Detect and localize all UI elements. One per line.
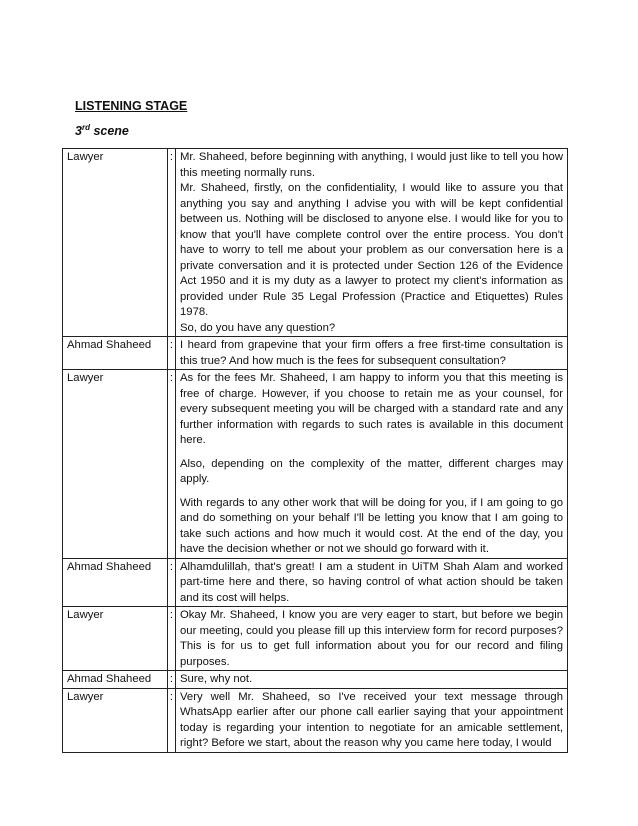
speech-paragraph: Okay Mr. Shaheed, I know you are very eager to start, but before we begin our meeting, could you please fill up this interview form for record purposes? This is for us to get full information about you for our record and filing purposes. bbox=[180, 609, 563, 668]
dialogue-table bbox=[62, 148, 568, 753]
speech-text bbox=[176, 558, 568, 607]
speaker-name: Lawyer bbox=[63, 607, 168, 671]
separator-colon: : bbox=[168, 607, 176, 671]
dialogue-row bbox=[63, 337, 568, 370]
speech-paragraph: Mr. Shaheed, firstly, on the confidentiality, I would like to assure you that anything you say and anything I advise you with will be kept confidential between us. Nothing will be disclosed to anyone else. I would like for you to know that you'll have complete control over the entire process. You don't have to worry to tell me about your problem as our conversation here is a private conversation and it is protected under Section 126 of the Evidence Act 1950 and it is my duty as a lawyer to protect my client's information as provided under Rule 35 Legal Profession (Practice and Etiquettes) Rules 1978. bbox=[180, 182, 563, 318]
speech-paragraph: Also, depending on the complexity of the matter, different charges may apply. bbox=[180, 457, 563, 485]
speech-paragraph: Sure, why not. bbox=[180, 673, 253, 685]
scene-ordinal-suffix: rd bbox=[81, 122, 90, 132]
separator-colon: : bbox=[168, 337, 176, 370]
speech-text bbox=[176, 337, 568, 370]
scene-number: 3 bbox=[75, 124, 82, 138]
dialogue-row bbox=[63, 370, 568, 559]
separator-colon: : bbox=[168, 671, 176, 689]
speech-text bbox=[176, 149, 568, 337]
speech-paragraph: So, do you have any question? bbox=[180, 321, 336, 334]
separator-colon: : bbox=[168, 149, 176, 337]
speaker-name: Lawyer bbox=[63, 370, 168, 559]
section-heading: LISTENING STAGE bbox=[75, 99, 188, 113]
speaker-name: Ahmad Shaheed bbox=[63, 671, 168, 689]
dialogue-row bbox=[63, 671, 568, 689]
separator-colon: : bbox=[168, 558, 176, 607]
separator-colon: : bbox=[168, 370, 176, 559]
speech-paragraph: Very well Mr. Shaheed, so I've received your text message through WhatsApp earlier after our phone call earlier saying that your appointment today is regarding your intention to negotiate for an amicable settlement, right? Before we start, about the reason why you came here today, I would bbox=[180, 690, 563, 749]
dialogue-row bbox=[63, 607, 568, 671]
speech-text bbox=[176, 607, 568, 671]
speaker-name: Lawyer bbox=[63, 688, 168, 752]
separator-colon: : bbox=[168, 688, 176, 752]
speaker-name: Ahmad Shaheed bbox=[63, 558, 168, 607]
speaker-name: Lawyer bbox=[63, 149, 168, 337]
scene-word: scene bbox=[93, 124, 129, 138]
speech-paragraph: I heard from grapevine that your firm offers a free first-time consultation is this true? And how much is the fees for subsequent consultation? bbox=[180, 339, 563, 367]
speech-text bbox=[176, 671, 568, 689]
speaker-name: Ahmad Shaheed bbox=[63, 337, 168, 370]
dialogue-row bbox=[63, 688, 568, 752]
speech-paragraph: Mr. Shaheed, before beginning with anything, I would just like to tell you how this meeting normally runs. bbox=[180, 151, 563, 179]
dialogue-table-body bbox=[63, 149, 568, 753]
speech-paragraph: As for the fees Mr. Shaheed, I am happy to inform you that this meeting is free of charge. However, if you choose to retain me as your counsel, for every subsequent meeting you will be charged with a standard rate and any further information with regards to such rates is available in this document here. bbox=[180, 372, 563, 446]
speech-paragraph: Alhamdulillah, that's great! I am a student in UiTM Shah Alam and worked part-time here and there, so having control of what action should be taken and its cost will helps. bbox=[180, 560, 563, 604]
speech-text bbox=[176, 370, 568, 559]
dialogue-row bbox=[63, 558, 568, 607]
speech-paragraph: With regards to any other work that will be doing for you, if I am going to go and do something on your behalf I'll be letting you know that I am going to take such actions and how much it would cost. At the end of the day, you have the decision whether or not we should go forward with it. bbox=[180, 496, 563, 555]
speech-text bbox=[176, 688, 568, 752]
dialogue-row bbox=[63, 149, 568, 337]
scene-title bbox=[75, 124, 129, 138]
